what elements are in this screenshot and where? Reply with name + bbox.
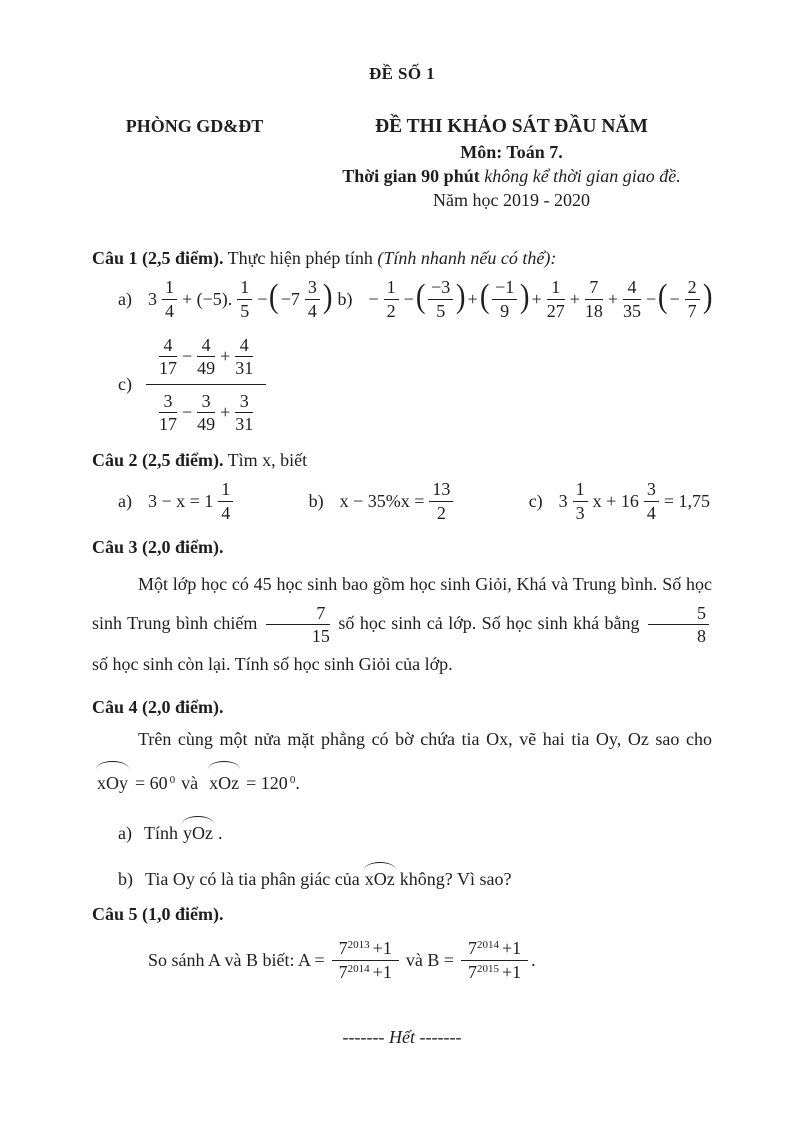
math-operator: + (−5). <box>181 288 233 309</box>
fraction <box>648 603 709 646</box>
close-paren: ) <box>702 277 713 315</box>
exponent: 2014 <box>476 939 499 952</box>
fraction-numerator: 3 <box>644 479 659 501</box>
angle-name: xOz <box>364 869 395 890</box>
fraction-denominator: 3 <box>575 502 585 523</box>
q3-text-part: Một lớp học có 45 học sinh bao gồm học sinh Giỏi, Khá và Trung bình. Số học sinh Trung bình chiếm <box>92 573 712 633</box>
math-operator: − <box>181 402 193 423</box>
school-year: Năm học 2019 - 2020 <box>433 190 590 211</box>
question-2-parts-row <box>92 479 712 522</box>
part-label: a) <box>118 288 132 309</box>
q2-part-b-formula <box>309 479 457 522</box>
math-operator: + <box>569 288 580 309</box>
question-3-heading: Câu 3 (2,0 điểm). <box>92 536 224 557</box>
fraction <box>235 391 253 434</box>
fraction-denominator: 4 <box>646 502 656 523</box>
math-operator: +1 <box>372 961 392 982</box>
punctuation: . <box>531 949 536 970</box>
math-expression: = 1,75 <box>663 490 710 511</box>
complex-fraction <box>146 333 266 437</box>
exam-title: ĐỀ THI KHẢO SÁT ĐẦU NĂM <box>375 116 648 137</box>
q2-part-c-formula <box>529 479 712 522</box>
fraction-numerator: 1 <box>218 479 233 501</box>
math-operator: + <box>607 288 619 309</box>
q4-part-a-text: Tính <box>143 823 178 844</box>
fraction <box>585 277 603 320</box>
question-1-intro: Thực hiện phép tính <box>223 248 378 269</box>
question-1-note: (Tính nhanh nếu có thể): <box>377 248 557 269</box>
fraction-denominator: 15 <box>311 625 330 646</box>
fraction <box>237 277 252 320</box>
q3-text-part: số học sinh còn lại. Tính số học sinh Giỏi của lớp. <box>92 653 453 674</box>
q5-text: và B = <box>405 949 454 970</box>
fraction-numerator: 5 <box>648 603 709 625</box>
fraction <box>428 277 453 320</box>
fraction-numerator: 7 <box>585 277 603 299</box>
q4-part-a <box>118 816 712 844</box>
open-paren: ( <box>415 277 426 315</box>
question-2-intro: Tìm x, biết <box>223 450 308 471</box>
question-1-parts-row <box>92 277 712 320</box>
math-operator: +1 <box>501 961 522 982</box>
part-label: b) <box>118 869 133 890</box>
fraction <box>197 391 215 434</box>
fraction-numerator: 7 <box>266 603 330 625</box>
fraction <box>162 277 177 320</box>
end-of-exam-marker: ------- Hết ------- <box>342 1026 462 1047</box>
math-operator: + <box>467 288 478 309</box>
fraction <box>159 335 177 378</box>
fraction <box>573 479 588 522</box>
base-number: 7 <box>467 938 477 959</box>
question-4-text: Trên cùng một nửa mặt phẳng có bờ chứa tia Ox, vẽ hai tia Oy, Oz sao cho <box>138 728 712 749</box>
fraction-denominator: 4 <box>164 300 174 321</box>
question-2-label: Câu 2 (2,5 điểm). <box>92 450 224 471</box>
fraction-denominator: 31 <box>235 357 254 378</box>
base-number: 7 <box>467 961 477 982</box>
math-expression: = 60 <box>135 772 168 793</box>
fraction-numerator: 3 <box>197 391 215 413</box>
duration-line <box>311 164 712 188</box>
math-expression: x − 35%x = <box>339 490 425 511</box>
math-number: −7 <box>280 288 300 309</box>
fraction <box>461 937 528 982</box>
punctuation: . <box>295 772 300 793</box>
fraction <box>197 335 215 378</box>
math-operator: − <box>646 288 657 309</box>
fraction-denominator: 9 <box>500 300 510 321</box>
fraction-numerator: 13 <box>429 479 453 501</box>
angle-notation <box>95 761 130 799</box>
fraction-numerator: 1 <box>547 277 565 299</box>
math-operator: − <box>257 288 268 309</box>
fraction-numerator: 1 <box>573 479 588 501</box>
question-1-label: Câu 1 (2,5 điểm). <box>92 248 224 269</box>
close-paren: ) <box>456 277 466 315</box>
fraction <box>332 937 399 982</box>
fraction <box>644 479 659 522</box>
department-name: PHÒNG GD&ĐT <box>125 116 264 136</box>
fraction <box>685 277 700 320</box>
fraction-numerator <box>332 937 399 960</box>
math-operator: +1 <box>501 938 522 959</box>
fraction-denominator <box>461 961 528 983</box>
question-4-heading: Câu 4 (2,0 điểm). <box>92 696 224 717</box>
math-operator: − <box>368 288 379 309</box>
part-label: c) <box>118 374 132 395</box>
q1-part-b-formula <box>337 277 712 320</box>
angle-name: xOz <box>209 772 240 793</box>
fraction <box>305 277 320 320</box>
base-number: 7 <box>338 938 348 959</box>
q1-part-a-formula <box>118 277 332 320</box>
open-paren: ( <box>479 277 490 315</box>
exam-title-block <box>297 114 712 212</box>
fraction-numerator: 3 <box>305 277 320 299</box>
angle-notation <box>363 862 397 890</box>
fraction-numerator: 4 <box>235 335 253 357</box>
exam-number: ĐỀ SỐ 1 <box>368 64 436 83</box>
question-3-text <box>92 566 712 683</box>
question-5-formula <box>144 937 712 982</box>
fraction-denominator: 7 <box>687 300 697 321</box>
q2-part-a-formula <box>118 479 236 522</box>
fraction-denominator: 27 <box>546 300 565 321</box>
angle-name: yOz <box>182 823 213 844</box>
fraction-numerator: 4 <box>197 335 215 357</box>
fraction <box>384 277 399 320</box>
math-expression: x + 16 <box>592 490 639 511</box>
fraction-denominator: 49 <box>197 414 216 435</box>
fraction-denominator: 5 <box>436 300 446 321</box>
math-operator: − <box>181 345 193 366</box>
math-operator: + <box>220 345 231 366</box>
fraction <box>492 277 517 320</box>
fraction-denominator: 17 <box>158 357 177 378</box>
fraction-denominator: 5 <box>240 300 250 321</box>
fraction <box>266 603 330 646</box>
math-number: 3 <box>147 288 157 309</box>
close-paren: ) <box>520 277 530 315</box>
fraction <box>429 479 453 522</box>
fraction-denominator: 17 <box>158 414 177 435</box>
exponent: 2014 <box>347 962 370 975</box>
fraction-denominator: 35 <box>623 300 642 321</box>
fraction-numerator <box>461 937 528 960</box>
math-operator: + <box>220 402 231 423</box>
angle-name: xOy <box>97 772 128 793</box>
conjunction: và <box>181 772 199 793</box>
fraction <box>235 335 253 378</box>
fraction-denominator: 2 <box>386 300 396 321</box>
math-operator: − <box>403 288 414 309</box>
duration-text: Thời gian 90 phút <box>342 166 480 187</box>
angle-notation <box>181 816 215 844</box>
angle-notation <box>207 761 241 799</box>
part-label: c) <box>528 490 543 511</box>
fraction-denominator: 4 <box>221 502 231 523</box>
question-5-heading: Câu 5 (1,0 điểm). <box>92 904 224 925</box>
punctuation: . <box>217 823 223 844</box>
fraction-numerator: 3 <box>235 391 253 413</box>
part-label: a) <box>118 823 132 844</box>
fraction-denominator: 4 <box>307 300 317 321</box>
part-label: a) <box>118 490 132 511</box>
degree-superscript: 0 <box>169 773 176 786</box>
math-operator: + <box>531 288 542 309</box>
fraction-denominator: 2 <box>436 502 446 523</box>
fraction-numerator: −3 <box>428 277 453 299</box>
fraction-denominator <box>332 961 399 983</box>
duration-note: không kể thời gian giao đề. <box>484 166 681 187</box>
open-paren: ( <box>658 277 668 315</box>
fraction <box>218 479 233 522</box>
close-paren: ) <box>322 277 333 315</box>
fraction-numerator: 1 <box>162 277 177 299</box>
exam-header <box>92 114 712 212</box>
math-expression: 3 − x = 1 <box>147 490 214 511</box>
fraction-denominator: 8 <box>697 625 707 646</box>
math-operator: − <box>669 288 680 309</box>
fraction-denominator: 49 <box>197 357 216 378</box>
subject-line: Môn: Toán 7. <box>460 142 563 163</box>
q1-part-c-formula <box>118 333 712 437</box>
exponent: 2013 <box>347 939 370 952</box>
fraction-numerator: 4 <box>159 335 177 357</box>
q4-part-b-text-end: không? Vì sao? <box>399 869 512 890</box>
complex-fraction-denominator <box>146 385 266 436</box>
q5-text: So sánh A và B biết: A = <box>148 949 325 970</box>
fraction <box>159 391 177 434</box>
fraction-numerator: 3 <box>159 391 177 413</box>
fraction <box>547 277 565 320</box>
fraction-numerator: 1 <box>384 277 399 299</box>
q4-part-b-text: Tia Oy có là tia phân giác của <box>145 869 360 890</box>
fraction-denominator: 18 <box>584 300 603 321</box>
fraction <box>623 277 641 320</box>
fraction-numerator: −1 <box>492 277 517 299</box>
math-operator: +1 <box>372 938 392 959</box>
q4-part-b <box>118 862 712 890</box>
fraction-numerator: 2 <box>685 277 700 299</box>
exponent: 2015 <box>476 962 499 975</box>
open-paren: ( <box>269 277 279 315</box>
complex-fraction-numerator <box>146 333 266 385</box>
question-1-heading <box>92 248 712 269</box>
question-2-heading <box>92 450 712 471</box>
fraction-denominator: 31 <box>235 414 254 435</box>
math-number: 3 <box>558 490 568 511</box>
question-4-angles-line <box>92 761 712 799</box>
q3-text-part: số học sinh cả lớp. Số học sinh khá bằng <box>338 612 640 633</box>
degree-superscript: 0 <box>289 773 296 786</box>
base-number: 7 <box>338 961 348 982</box>
math-expression: = 120 <box>246 772 288 793</box>
fraction-numerator: 1 <box>237 277 252 299</box>
fraction-numerator: 4 <box>623 277 641 299</box>
part-label: b) <box>337 288 353 309</box>
part-label: b) <box>308 490 324 511</box>
